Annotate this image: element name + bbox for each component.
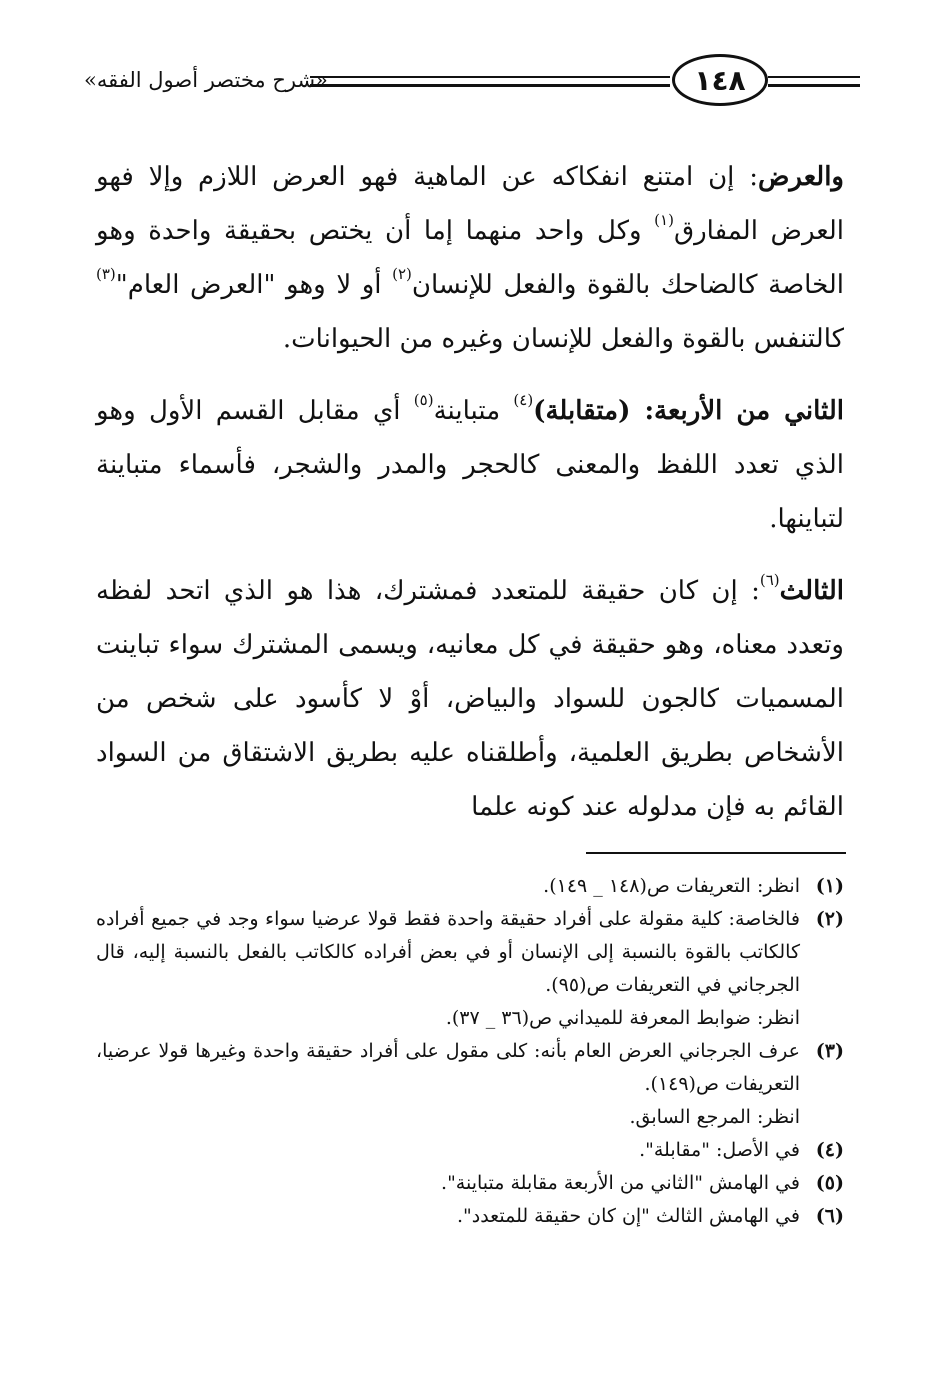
paragraph-text: : إن كان حقيقة للمتعدد فمشترك، هذا هو الذي اتحد لفظه وتعدد معناه، وهو حقيقة في كل معانيه، ويسمى المشترك سواء تباينت المسميات كالجون للسواد والبياض، أوْ لا كأسود على شخص من الأشخاص بطريق العلمية، وأطلقناه عليه بطريق الاشتقاق من السواد القائم به فإن مدلوله عند كونه علما [96, 576, 844, 822]
footnote-text: في الهامش "الثاني من الأربعة مقابلة متباينة". [441, 1172, 800, 1194]
footnote-item [96, 903, 844, 1035]
footnote-item [96, 1167, 844, 1200]
paragraph-text: أي مقابل القسم الأول وهو الذي تعدد اللفظ والمعنى كالحجر والمدر والشجر، فأسماء متباينة لتباينها. [96, 396, 844, 534]
footnote-ref: (٣) [96, 265, 116, 284]
footnote-ref: (١) [654, 211, 674, 230]
footnote-text: انظر: التعريفات ص(١٤٨ _ ١٤٩). [543, 875, 800, 897]
footnote-text: فالخاصة: كلية مقولة على أفراد حقيقة واحدة فقط قولا عرضيا سواء وجد في جميع أفراده كالكاتب بالقوة بالنسبة إلى الإنسان أو في بعض أفراده كالكاتب بالفعل بالنسبة إليه، قال الجرجاني في التعريفات ص(٩٥). [96, 908, 800, 996]
paragraph-third [96, 564, 844, 834]
footnote-number: (١) [815, 875, 844, 897]
footnote-text: عرف الجرجاني العرض العام بأنه: كلى مقول على أفراد حقيقة واحدة وغيرها قولا عرضيا، التعريفات ص(١٤٩). [96, 1040, 800, 1095]
paragraph-text: أو لا وهو "العرض العام" [115, 270, 393, 300]
footnote-ref: (٢) [392, 265, 412, 284]
footnote-ref: (٦) [759, 571, 780, 590]
footnote-ref: (٤) [513, 391, 534, 410]
footnote-item [96, 1200, 844, 1233]
header-rule-top [310, 76, 670, 78]
paragraph-lead: الثاني من الأربعة: (متقابلة) [533, 396, 844, 426]
footnote-text: في الأصل: "مقابلة". [639, 1139, 800, 1161]
header-rule-bottom [310, 84, 670, 87]
footnote-number: (٣) [815, 1040, 844, 1062]
paragraph-text: كالتنفس بالقوة والفعل للإنسان وغيره من الحيوانات. [282, 324, 844, 354]
footnote-item [96, 1134, 844, 1167]
footnote-number: (٦) [815, 1205, 844, 1227]
paragraph-text: متباينة [433, 396, 514, 426]
paragraph-accident [96, 150, 844, 366]
running-title: «شرح مختصر أصول الفقه» [84, 68, 328, 92]
footnote-text: في الهامش الثالث "إن كان حقيقة للمتعدد". [456, 1205, 800, 1227]
footnote-text: انظر: ضوابط المعرفة للميداني ص(٣٦ _ ٣٧). [445, 1007, 800, 1029]
footnote-item [96, 1035, 844, 1134]
paragraph-second [96, 384, 844, 546]
header-rule-right-bottom [768, 84, 860, 87]
footnote-number: (٢) [815, 908, 844, 930]
footnote-separator [586, 852, 846, 854]
footnote-number: (٥) [815, 1172, 844, 1194]
footnote-text: انظر: المرجع السابق. [629, 1106, 800, 1128]
paragraph-lead: الثالث [779, 576, 844, 606]
page-header [60, 46, 860, 116]
header-rule-right-top [768, 76, 860, 78]
main-text [96, 150, 844, 852]
page-number: ١٤٨ [672, 54, 768, 106]
footnote-ref: (٥) [413, 391, 434, 410]
paragraph-lead: والعرض [757, 162, 844, 192]
footnotes [96, 870, 844, 1233]
paragraph-text: وكل واحد منهما إما أن يختص بحقيقة واحدة وهو الخاصة كالضاحك بالقوة والفعل للإنسان [96, 216, 844, 300]
paragraph-text: : إن امتنع انفكاكه عن الماهية فهو العرض اللازم وإلا فهو العرض المفارق [96, 162, 844, 246]
footnote-number: (٤) [815, 1139, 844, 1161]
footnote-item [96, 870, 844, 903]
